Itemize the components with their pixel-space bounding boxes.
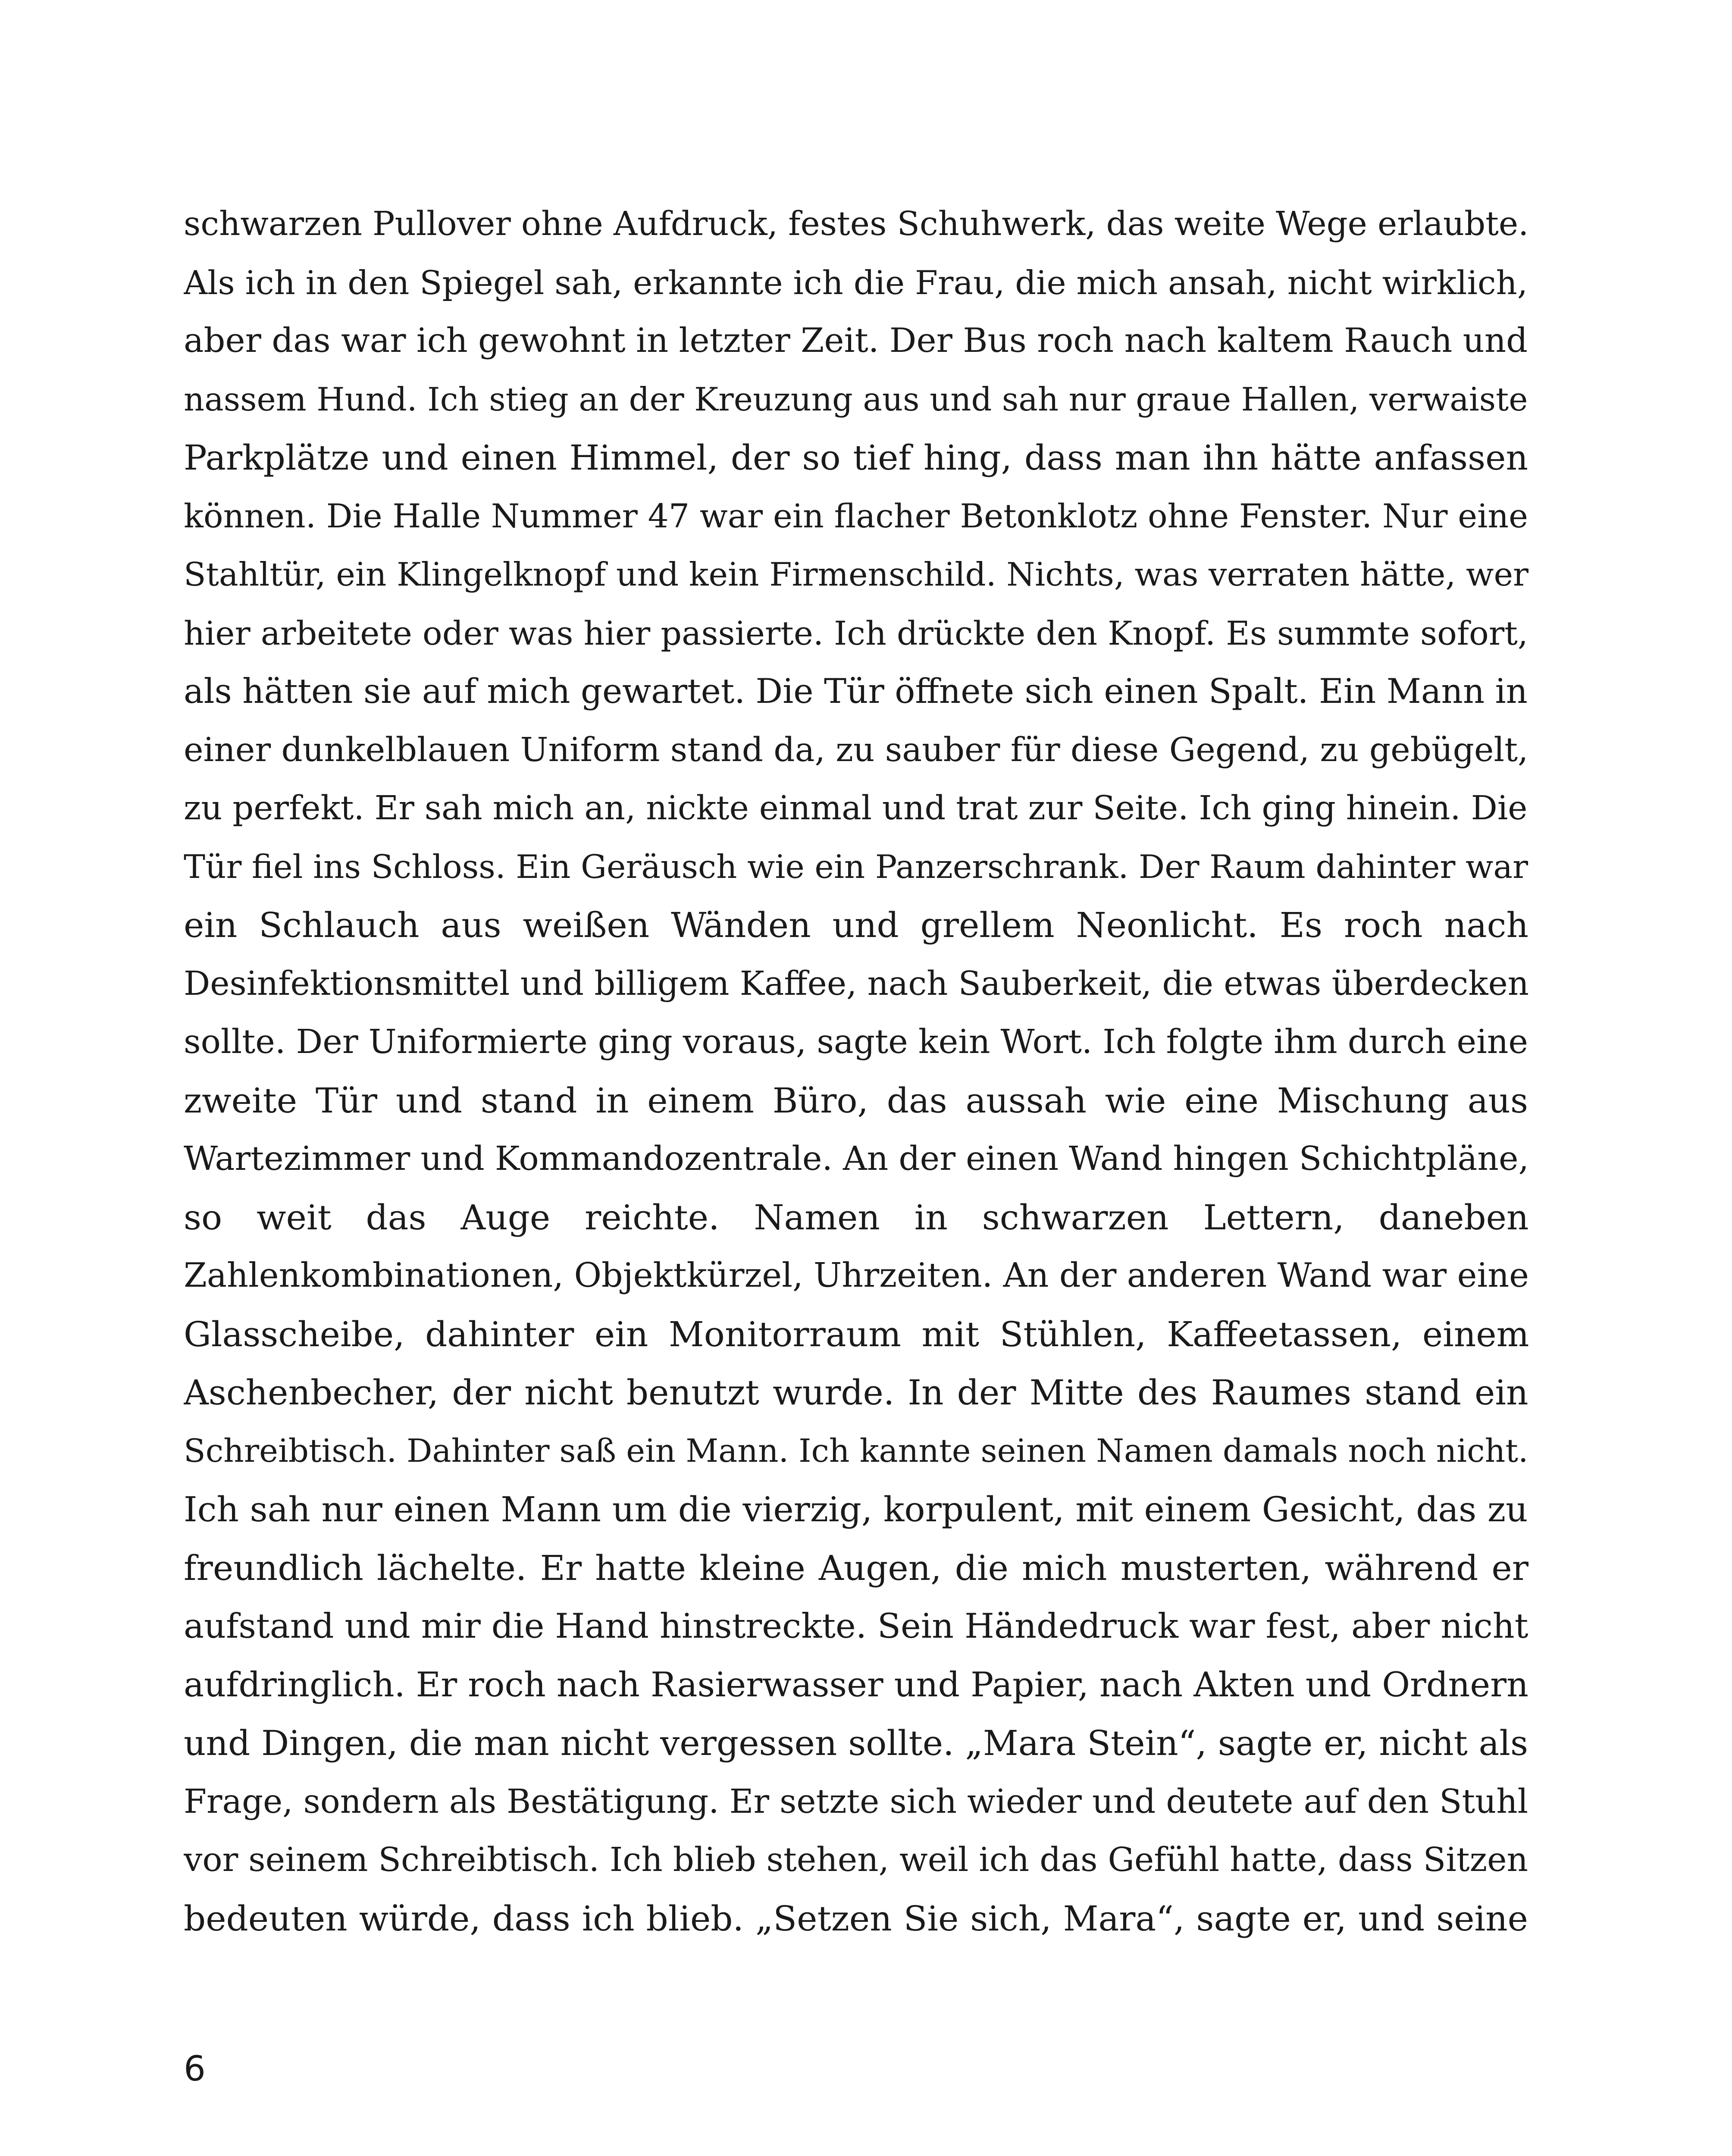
text-line: Parkplätze und einen Himmel, der so tief hing, dass man ihn hätte anfassen	[184, 438, 1528, 478]
text-line: Desinfektionsmittel und billigem Kaffee, nach Sauberkeit, die etwas überdecken	[184, 964, 1529, 1003]
text-line: können. Die Halle Nummer 47 war ein flacher Betonklotz ohne Fenster. Nur eine	[184, 497, 1528, 535]
page-number: 6	[184, 2049, 206, 2089]
text-line: zweite Tür und stand in einem Büro, das aussah wie eine Mischung aus	[184, 1080, 1528, 1121]
text-line: einer dunkelblauen Uniform stand da, zu sauber für diese Gegend, zu gebügelt,	[184, 730, 1528, 769]
text-line: Frage, sondern als Bestätigung. Er setzte sich wieder und deutete auf den Stuhl	[184, 1782, 1528, 1821]
text-line: Tür fiel ins Schloss. Ein Geräusch wie ein Panzerschrank. Der Raum dahinter war	[184, 847, 1528, 886]
text-line: Glasscheibe, dahinter ein Monitorraum mit Stühlen, Kaffeetassen, einem	[184, 1314, 1529, 1354]
text-line: Wartezimmer und Kommandozentrale. An der einen Wand hingen Schichtpläne,	[184, 1140, 1529, 1178]
text-line: vor seinem Schreibtisch. Ich blieb stehen, weil ich das Gefühl hatte, dass Sitzen	[184, 1841, 1528, 1879]
text-line: als hätten sie auf mich gewartet. Die Tür öffnete sich einen Spalt. Ein Mann in	[184, 672, 1528, 711]
text-line: ein Schlauch aus weißen Wänden und grellem Neonlicht. Es roch nach	[184, 905, 1528, 945]
text-line: nassem Hund. Ich stieg an der Kreuzung aus und sah nur graue Hallen, verwaiste	[184, 380, 1528, 418]
text-line: freundlich lächelte. Er hatte kleine Augen, die mich musterten, während er	[184, 1548, 1528, 1588]
text-line: so weit das Auge reichte. Namen in schwarzen Lettern, daneben	[184, 1197, 1529, 1238]
text-line: und Dingen, die man nicht vergessen sollte. „Mara Stein“, sagte er, nicht als	[184, 1723, 1528, 1763]
text-line: sollte. Der Uniformierte ging voraus, sagte kein Wort. Ich folgte ihm durch eine	[184, 1022, 1528, 1061]
body-text	[184, 195, 1531, 1948]
text-line: bedeuten würde, dass ich blieb. „Setzen Sie sich, Mara“, sagte er, und seine	[184, 1898, 1528, 1939]
text-line: zu perfekt. Er sah mich an, nickte einmal und trat zur Seite. Ich ging hinein. Die	[184, 789, 1528, 827]
text-line: Zahlenkombinationen, Objektkürzel, Uhrzeiten. An der anderen Wand war eine	[184, 1256, 1529, 1295]
text-line: aufstand und mir die Hand hinstreckte. Sein Händedruck war fest, aber nicht	[184, 1606, 1528, 1646]
text-line: Schreibtisch. Dahinter saß ein Mann. Ich kannte seinen Namen damals noch nicht.	[184, 1432, 1528, 1470]
text-line: Ich sah nur einen Mann um die vierzig, korpulent, mit einem Gesicht, das zu	[184, 1489, 1528, 1529]
text-line: aber das war ich gewohnt in letzter Zeit. Der Bus roch nach kaltem Rauch und	[184, 321, 1528, 360]
text-line: aufdringlich. Er roch nach Rasierwasser und Papier, nach Akten und Ordnern	[184, 1664, 1528, 1705]
text-line: Stahltür, ein Klingelknopf und kein Firmenschild. Nichts, was verraten hätte, wer	[184, 555, 1528, 593]
text-line: Aschenbecher, der nicht benutzt wurde. In der Mitte des Raumes stand ein	[184, 1373, 1528, 1413]
text-line: hier arbeitete oder was hier passierte. Ich drückte den Knopf. Es summte sofort,	[184, 614, 1528, 652]
text-line: Als ich in den Spiegel sah, erkannte ich die Frau, die mich ansah, nicht wirklich,	[184, 263, 1528, 302]
text-line: schwarzen Pullover ohne Aufdruck, festes Schuhwerk, das weite Wege erlaubte.	[184, 205, 1529, 243]
